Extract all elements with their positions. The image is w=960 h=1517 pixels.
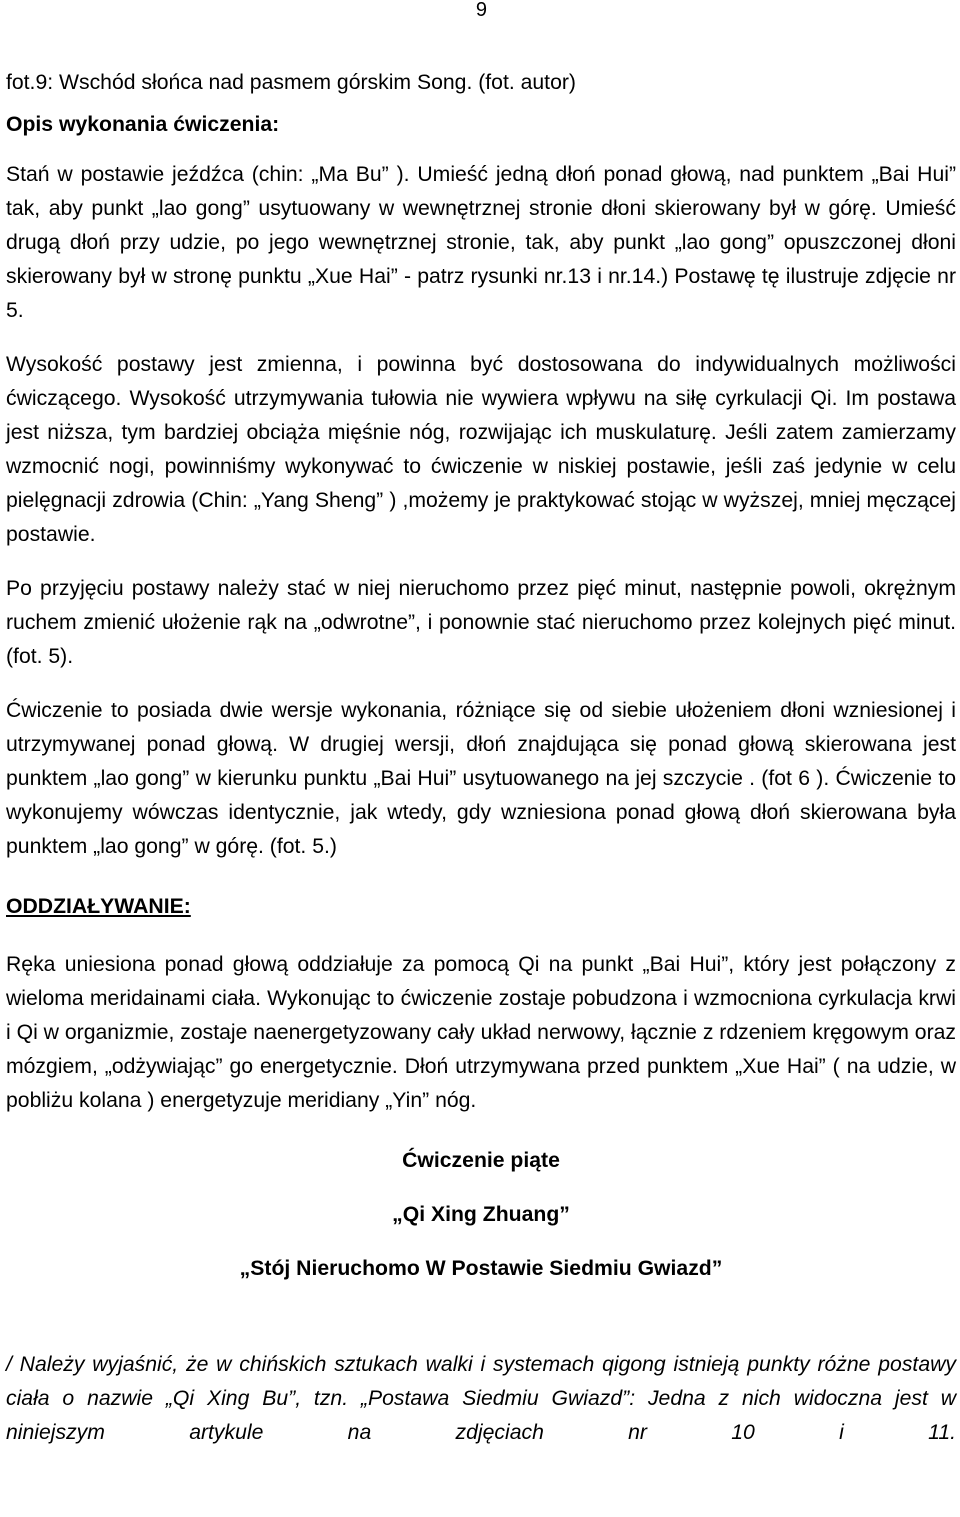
page-number: 9 xyxy=(475,0,487,21)
paragraph-height: Wysokość postawy jest zmienna, i powinna być dostosowana do indywidualnych możliwości ćwiczącego. Wysokość utrzymywania tułowia nie wywiera wpływu na siłę cyrkulacji Qi. Im postawa jest niższa, tym bardziej obciąża mięśnie nóg, rozwijając ich muskulaturę. Jeśli zatem zamierzamy wzmocnić nogi, powinniśmy wykonywać to ćwiczenie w niskiej postawie, jeśli zaś jedynie w celu pielęgnacji zdrowia (Chin: „Yang Sheng” ) ,możemy je praktykować stojąc w wyższej, mniej męczącej postawie. xyxy=(6,353,956,546)
section-title: Opis wykonania ćwiczenia: xyxy=(6,113,280,136)
exercise-title: Ćwiczenie piąte xyxy=(402,1149,560,1172)
document-body xyxy=(6,66,956,1450)
paragraph-stance: Stań w postawie jeźdźca (chin: „Ma Bu” ). Umieść jedną dłoń ponad głową, nad punktem „Bai Hui” tak, aby punkt „lao gong” usytuowany w wewnętrznej stronie dłoni skierowany był w górę. Umieść drugą dłoń przy udzie, po jego wewnętrznej stronie, tak, aby punkt „lao gong” opuszczonej dłoni skierowany był w stronę punktu „Xue Hai” - patrz rysunki nr.13 i nr.14.) Postawę tę ilustruje zdjęcie nr 5. xyxy=(6,163,956,322)
effect-heading: ODDZIAŁYWANIE: xyxy=(6,895,191,918)
paragraph-versions: Ćwiczenie to posiada dwie wersje wykonania, różniące się od siebie ułożeniem dłoni wzniesionej i utrzymywanej ponad głową. W drugiej wersji, dłoń znajdująca się ponad głową skierowana jest punktem „lao gong” w kierunku punktu „Bai Hui” usytuowanego na jej szczycie . (fot 6 ). Ćwiczenie to wykonujemy wówczas identycznie, jak wtedy, gdy wzniesiona ponad głową dłoń skierowana była punktem „lao gong” w górę. (fot. 5.) xyxy=(6,699,956,858)
exercise-subtitle: „Stój Nieruchomo W Postawie Siedmiu Gwiazd” xyxy=(239,1257,723,1280)
paragraph-timing: Po przyjęciu postawy należy stać w niej nieruchomo przez pięć minut, następnie powoli, okrężnym ruchem zmienić ułożenie rąk na „odwrotne”, i ponownie stać nieruchomo przez kolejnych pięć minut. (fot. 5). xyxy=(6,577,956,668)
exercise-name: „Qi Xing Zhuang” xyxy=(392,1203,570,1226)
effect-paragraph: Ręka uniesiona ponad głową oddziałuje za pomocą Qi na punkt „Bai Hui”, który jest połączony z wieloma meridainami ciała. Wykonując to ćwiczenie zostaje pobudzona i wzmocniona cyrkulacja krwi i Qi w organizmie, zostaje naenergetyzowany cały układ nerwowy, łącznie z rdzeniem kręgowym oraz mózgiem, „odżywiając” go energetycznie. Dłoń utrzymywana przed punktem „Xue Hai” ( na udzie, w pobliżu kolana ) energetyzuje meridiany „Yin” nóg. xyxy=(6,953,956,1112)
note-paragraph: / Należy wyjaśnić, że w chińskich sztukach walki i systemach qigong istnieją punkty różne postawy ciała o nazwie „Qi Xing Bu”, tzn. „Postawa Siedmiu Gwiazd”: Jedna z nich widoczna jest w niniejszym artykule na zdjęciach nr 10 i 11. xyxy=(6,1353,956,1444)
photo-caption: fot.9: Wschód słońca nad pasmem górskim Song. (fot. autor) xyxy=(6,71,576,94)
